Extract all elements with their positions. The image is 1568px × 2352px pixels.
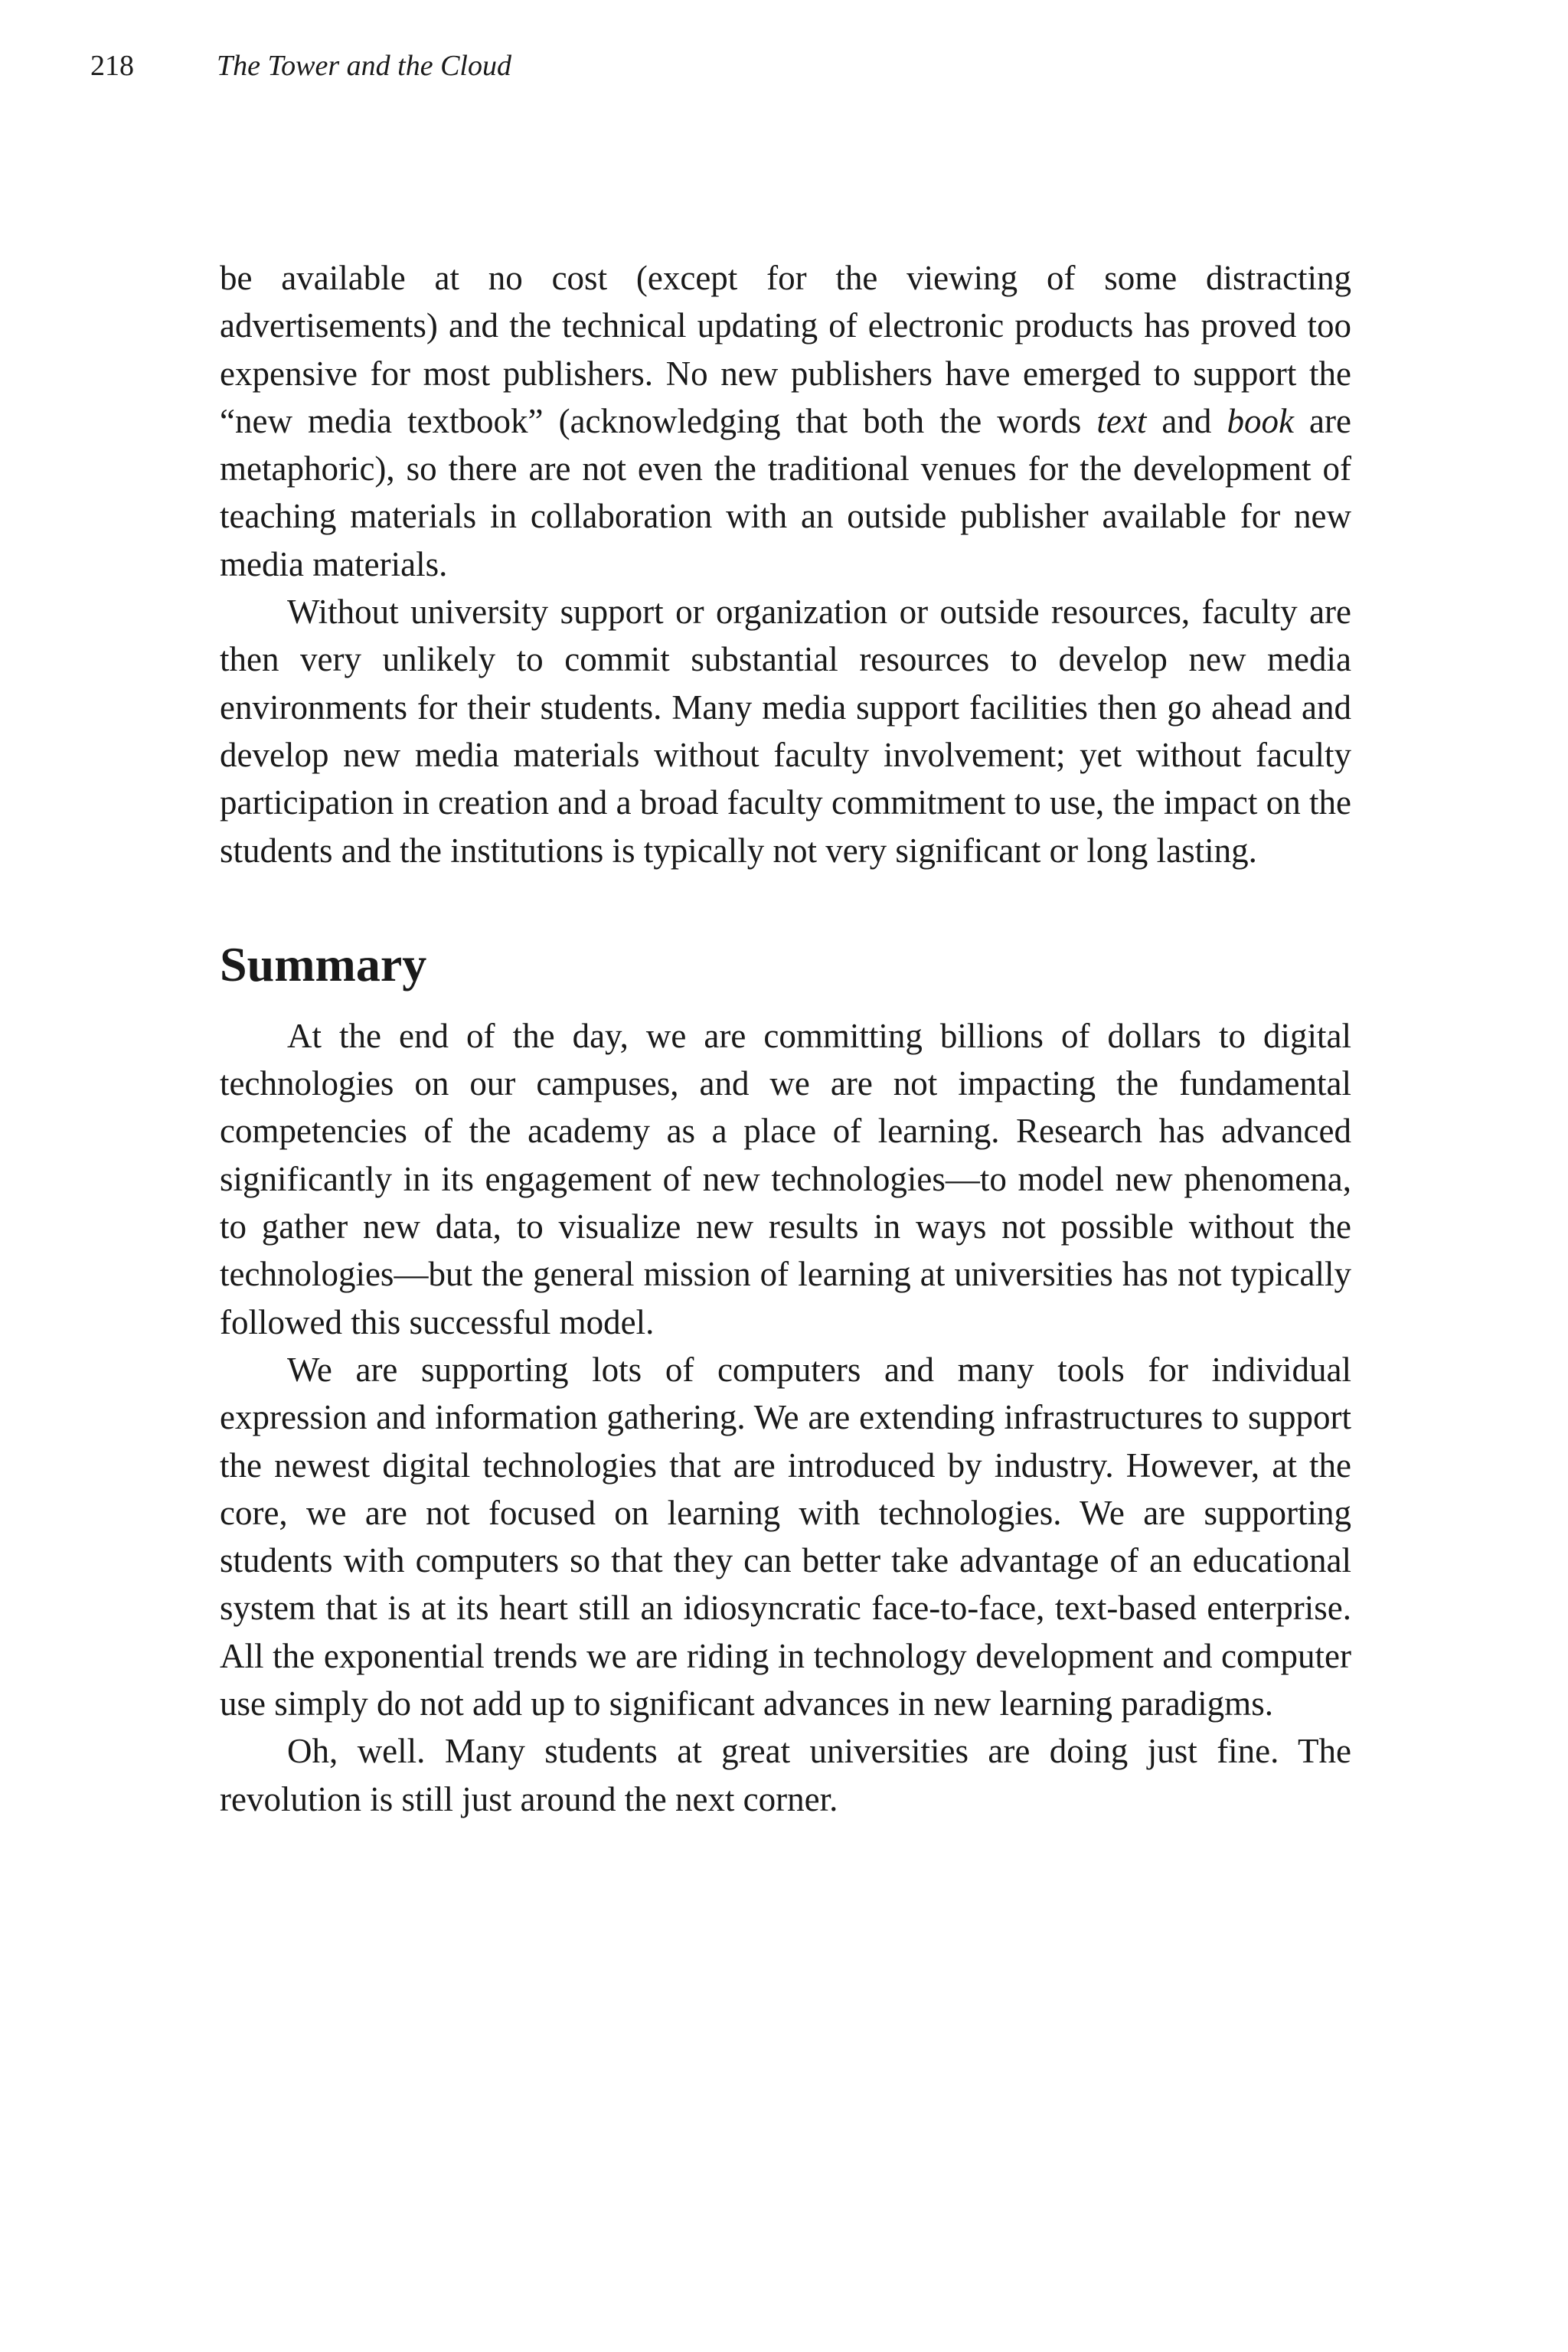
page-number: 218: [90, 50, 134, 82]
paragraph: Oh, well. Many students at great universities are doing just fine. The revolution is still just around the next corner.: [220, 1732, 1351, 1818]
running-head: [90, 47, 511, 84]
paragraph: We are supporting lots of computers and many tools for individual expression and information gathering. We are extending infrastructures to support the newest digital technologies that are introduced by industry. However, at the core, we are not focused on learning with technologies. We are supporting students with computers so that they can better take advantage of an educational system that is at its heart still an idiosyncratic face-to-face, text-based enterprise. All the exponential trends we are riding in technology development and computer use simply do not add up to significant advances in new learning paradigms.: [220, 1350, 1351, 1723]
paragraph-text: are metaphoric), so there are not even the traditional venues for the development of teaching materials in collaboration with an outside publisher available for new media materials.: [220, 401, 1351, 583]
book-title: The Tower and the Cloud: [217, 50, 511, 82]
italic-term-text: text: [1096, 401, 1147, 440]
paragraph-text: be available at no cost (except for the viewing of some distracting advertisements) and the technical updating of electronic products has proved too expensive for most publishers. No new publishers have emerged to support the “new media textbook” (acknowledging that both the words: [220, 259, 1351, 440]
section-heading: Summary: [220, 936, 427, 991]
continued-paragraph: [220, 254, 1351, 588]
paragraph: At the end of the day, we are committing billions of dollars to digital technologies on our campuses, and we are not impacting the fundamental competencies of the academy as a place of learning. Research has advanced significantly in its engagement of new technologies—to model new phenomena, to gather new data, to visualize new results in ways not possible without the technologies—but the general mission of learning at universities has not typically followed this successful model.: [220, 1016, 1351, 1341]
italic-term-book: book: [1227, 401, 1294, 440]
paragraph-text: and: [1146, 401, 1227, 440]
paragraph: Without university support or organization or outside resources, faculty are then very unlikely to commit substantial resources to develop new media environments for their students. Many media support facilities then go ahead and develop new media materials without faculty involvement; yet without faculty participation in creation and a broad faculty commitment to use, the impact on the students and the institutions is typically not very significant or long lasting.: [220, 593, 1351, 870]
body-text: [220, 254, 1351, 1823]
